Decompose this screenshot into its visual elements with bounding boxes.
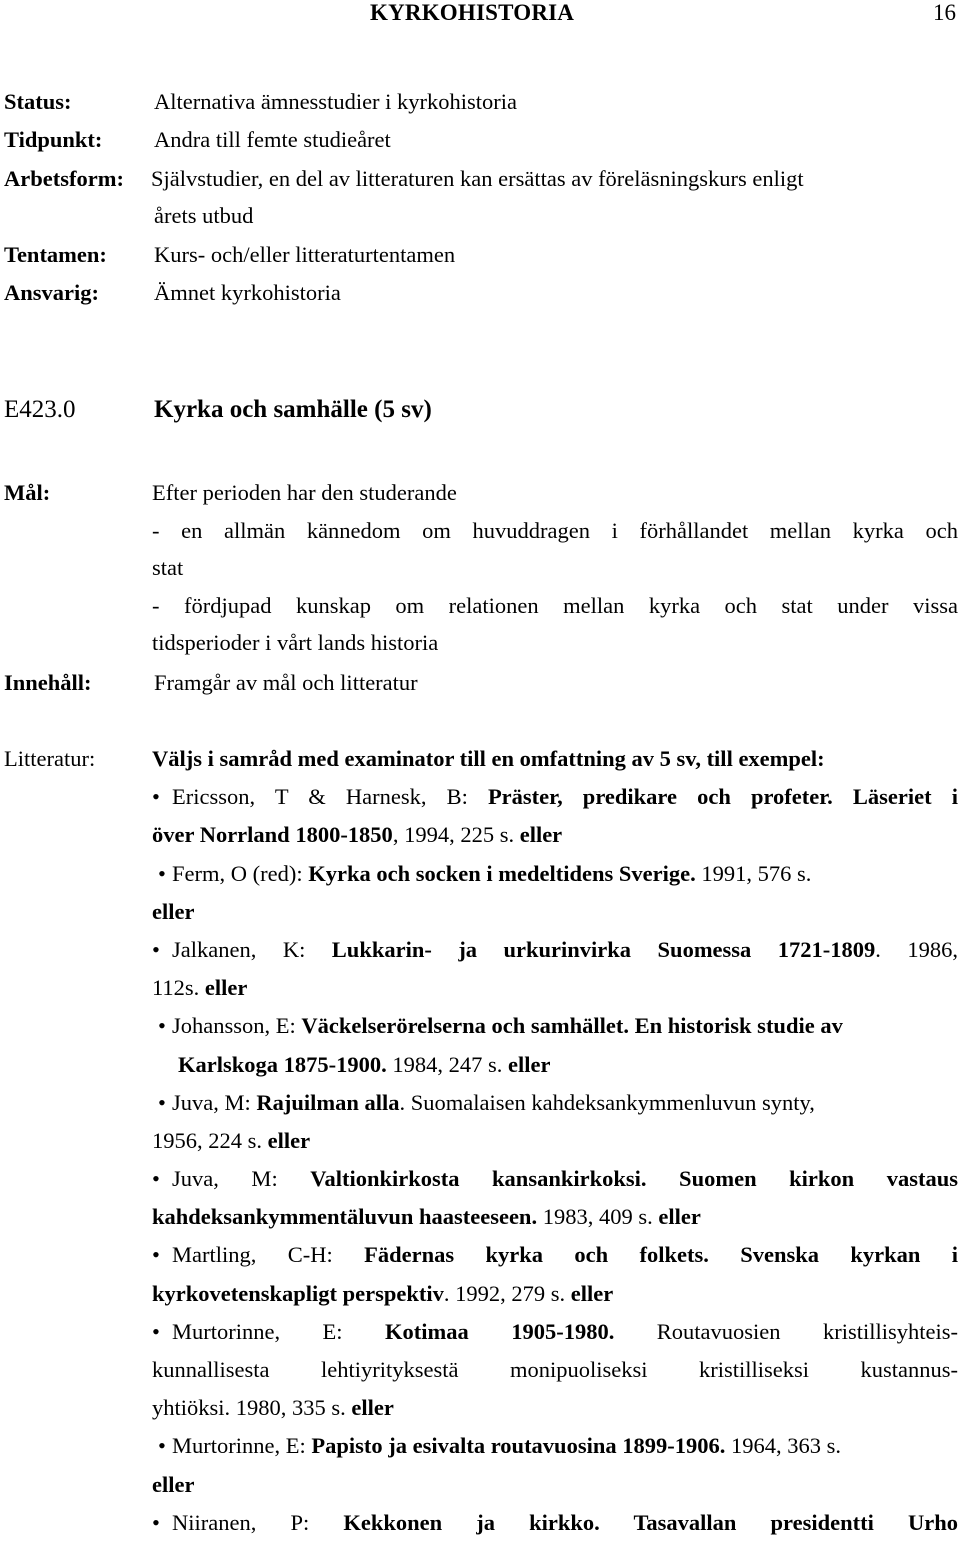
meta-value: Andra till femte studieåret	[154, 127, 391, 152]
entry-title: Kyrka och socken i medeltidens Sverige.	[308, 860, 696, 886]
entry-author: Ferm, O (red):	[172, 860, 309, 886]
entry-details: 1956, 224 s.	[152, 1127, 268, 1153]
content-label: Innehåll:	[4, 670, 92, 695]
entry-title: Präster, predikare och profeter. Läseriet i	[487, 784, 958, 810]
entry-details: 112s.	[152, 975, 205, 1001]
entry-title: Papisto ja esivalta routavuosina 1899-1906.	[311, 1433, 726, 1459]
entry-details: 1964, 363 s.	[725, 1433, 841, 1459]
entry-or: eller	[351, 1395, 394, 1421]
literature-entry-4-line-1	[152, 1007, 958, 1045]
bullet-icon: •	[158, 1433, 166, 1459]
literature-entry-5-line-1	[152, 1084, 958, 1122]
literature-list	[152, 740, 958, 1542]
literature-entry-3-line-1	[152, 931, 958, 969]
entry-title: Väckelserörelserna och samhället. En historisk studie av	[301, 1013, 843, 1039]
meta-label: Arbetsform:	[4, 166, 124, 191]
entry-title: kahdeksankymmentäluvun haasteeseen.	[152, 1204, 538, 1230]
literature-entry-7-line-1	[152, 1236, 958, 1274]
content-value: Framgår av mål och litteratur	[154, 670, 418, 695]
meta-row-tentamen	[0, 238, 960, 272]
literature-entry-2-line-1	[152, 855, 958, 893]
literature-entry-6-line-2	[152, 1198, 958, 1236]
meta-value-continuation: årets utbud	[154, 203, 254, 228]
entry-or: eller	[519, 822, 563, 848]
content-row	[0, 666, 960, 700]
bullet-icon: •	[152, 1318, 160, 1344]
bullet-icon: •	[152, 936, 160, 962]
entry-author: Jalkanen, K:	[172, 936, 332, 962]
meta-row-status	[0, 85, 960, 119]
literature-entry-9-line-1	[152, 1427, 958, 1465]
bullet-icon: •	[152, 1242, 160, 1268]
entry-or: eller	[658, 1204, 701, 1230]
literature-entry-4-line-2	[152, 1046, 958, 1084]
course-title: Kyrka och samhälle (5 sv)	[154, 396, 432, 423]
goals-intro: Efter perioden har den studerande	[152, 480, 457, 505]
entry-or: eller	[152, 1471, 195, 1497]
entry-details: 1991, 576 s.	[695, 860, 812, 886]
literature-entry-9-line-2	[152, 1466, 958, 1504]
literature-entry-6-line-1	[152, 1160, 958, 1198]
entry-or: eller	[204, 975, 248, 1001]
entry-title: över Norrland 1800-1850	[152, 822, 393, 848]
goals-item-1-line-1: - en allmän kännedom om huvuddragen i förhållandet mellan kyrka och	[152, 517, 958, 543]
running-header-title: KYRKOHISTORIA	[370, 0, 575, 25]
bullet-icon: •	[152, 784, 160, 810]
goals-item-1-line-2: stat	[152, 555, 184, 581]
entry-details: 1984, 247 s.	[386, 1051, 509, 1077]
entry-author: Martling, C-H:	[172, 1242, 365, 1268]
literature-entry-7-line-2	[152, 1275, 958, 1313]
meta-value: Kurs- och/eller litteraturtentamen	[154, 242, 456, 267]
bullet-icon: •	[158, 1013, 166, 1039]
entry-author: Murtorinne, E:	[172, 1433, 312, 1459]
goals-label: Mål:	[4, 480, 51, 505]
literature-entry-2-line-2	[152, 893, 958, 931]
goals-item-2-line-2: tidsperioder i vårt lands historia	[152, 630, 439, 656]
meta-value: Ämnet kyrkohistoria	[154, 280, 341, 305]
literature-entry-8-line-3	[152, 1389, 958, 1427]
entry-author: Johansson, E:	[172, 1013, 302, 1039]
page-number: 16	[933, 0, 956, 25]
entry-or: eller	[570, 1280, 614, 1306]
bullet-icon: •	[152, 1166, 160, 1192]
entry-or: eller	[267, 1127, 311, 1153]
bullet-icon: •	[158, 1089, 166, 1115]
entry-details: kunnallisesta lehtiyrityksestä monipuoliseksi kristilliseksi kustannus-	[152, 1357, 958, 1382]
meta-label: Tidpunkt:	[4, 127, 103, 152]
entry-details: yhtiöksi. 1980, 335 s.	[152, 1395, 352, 1421]
literature-entry-8-line-1	[152, 1313, 958, 1351]
entry-title: Lukkarin- ja urkurinvirka Suomessa 1721-1809	[331, 936, 876, 962]
literature-entry-5-line-2	[152, 1122, 958, 1160]
literature-entry-1-line-1	[152, 778, 958, 816]
meta-label: Status:	[4, 89, 72, 114]
literature-entry-8-line-2	[152, 1351, 958, 1389]
entry-title: Karlskoga 1875-1900.	[178, 1051, 387, 1077]
entry-title: Rajuilman alla	[256, 1089, 400, 1115]
goals-item-2-line-1: - fördjupad kunskap om relationen mellan kyrka och stat under vissa	[152, 592, 958, 618]
entry-details: Routavuosien kristillisyhteis-	[614, 1318, 958, 1344]
entry-author: Juva, M:	[172, 1089, 257, 1115]
entry-or: eller	[152, 898, 195, 924]
entry-author: Murtorinne, E:	[172, 1318, 386, 1344]
entry-details: , 1994, 225 s.	[392, 822, 520, 848]
meta-label: Ansvarig:	[4, 280, 99, 305]
literature-label: Litteratur:	[4, 746, 96, 771]
goals-text	[152, 474, 958, 662]
entry-details: 1983, 409 s.	[537, 1204, 659, 1230]
bullet-icon: •	[152, 1509, 160, 1535]
meta-value: Självstudier, en del av litteraturen kan ersättas av föreläsningskurs enligt	[151, 166, 804, 191]
literature-entry-1-line-2	[152, 816, 958, 854]
entry-author: Niiranen, P:	[172, 1509, 344, 1535]
entry-title: Kekkonen ja kirkko. Tasavallan presidentti Urho	[343, 1509, 958, 1535]
entry-title: kyrkovetenskapligt perspektiv	[152, 1280, 444, 1306]
entry-or: eller	[508, 1051, 551, 1077]
meta-row-arbetsform-cont	[0, 199, 960, 233]
course-code: E423.0	[4, 396, 76, 423]
entry-title: Valtionkirkosta kansankirkoksi. Suomen kirkon vastaus	[310, 1166, 958, 1192]
meta-row-arbetsform	[0, 162, 960, 196]
meta-value: Alternativa ämnesstudier i kyrkohistoria	[154, 89, 518, 114]
meta-row-tidpunkt	[0, 123, 960, 157]
bullet-icon: •	[158, 860, 166, 886]
entry-details: . Suomalaisen kahdeksankymmenluvun synty,	[399, 1089, 815, 1115]
entry-details: . 1992, 279 s.	[443, 1280, 571, 1306]
literature-entry-3-line-2	[152, 969, 958, 1007]
meta-label: Tentamen:	[4, 242, 107, 267]
literature-intro: Väljs i samråd med examinator till en omfattning av 5 sv, till exempel:	[152, 746, 825, 771]
meta-row-ansvarig	[0, 276, 960, 310]
entry-title: Kotimaa 1905-1980.	[385, 1318, 615, 1344]
entry-author: Juva, M:	[172, 1166, 311, 1192]
literature-entry-10-line-1	[152, 1504, 958, 1542]
entry-author: Ericsson, T & Harnesk, B:	[172, 784, 488, 810]
entry-details: . 1986,	[875, 936, 958, 962]
entry-title: Fädernas kyrka och folkets. Svenska kyrkan i	[364, 1242, 958, 1268]
